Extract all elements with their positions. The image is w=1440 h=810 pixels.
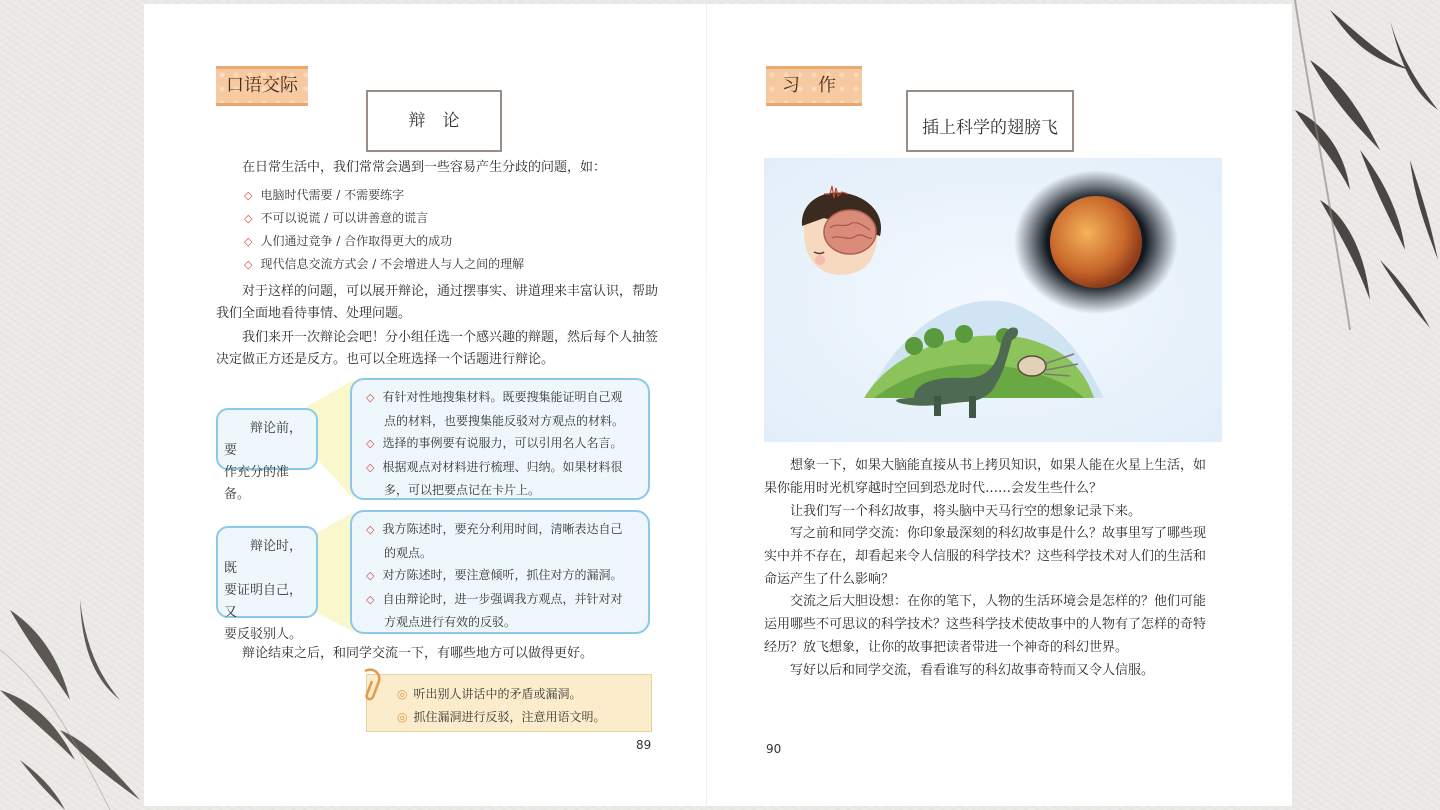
- writing-line-2: 果你能用时光机穿越时空回到恐龙时代……会发生些什么？: [764, 481, 1103, 496]
- tip-text: 的观点。: [384, 545, 433, 560]
- diamond-icon: ◇: [366, 523, 375, 536]
- paragraph-1-line-2: 我们全面地看待事情、处理问题。: [216, 306, 412, 321]
- tip-text: 点的材料，也要搜集能反驳对方观点的材料。: [384, 413, 625, 428]
- bamboo-decoration-top-right: [1290, 0, 1440, 330]
- bubble-text: 要证明自己，又: [224, 583, 303, 620]
- diamond-icon: ◇: [244, 258, 253, 271]
- bubble-during-debate: [216, 526, 318, 642]
- tip-text: 自由辩论时，进一步强调我方观点，并针对对: [382, 591, 623, 606]
- diamond-icon: ◇: [366, 437, 375, 450]
- topic-item: ◇ 现代信息交流方式会 / 不会增进人与人之间的理解: [244, 257, 525, 271]
- tip-text: 对方陈述时，要注意倾听，抓住对方的漏洞。: [382, 568, 623, 582]
- topic-item: ◇ 人们通过竞争 / 合作取得更大的成功: [244, 234, 453, 248]
- writing-line-9: 经历？放飞想象，让你的故事把读者带进一个神奇的科幻世界。: [764, 640, 1129, 655]
- tip-text: 选择的事例要有说服力，可以引用名人名言。: [382, 436, 623, 450]
- bubble-text: 辩论时，既: [224, 539, 303, 576]
- section-tag-oral: 口语交际: [216, 66, 308, 106]
- bubble-debate-tips: [350, 510, 650, 634]
- book-gutter: [706, 4, 707, 806]
- intro-text: 在日常生活中，我们常常会遇到一些容易产生分歧的问题，如：: [242, 160, 607, 175]
- scifi-illustration: [764, 158, 1222, 442]
- diamond-icon: ◇: [244, 189, 253, 202]
- page-title-debate: 辩 论: [366, 90, 502, 152]
- bubble-preparation-tips: [350, 378, 650, 500]
- mars-planet: [1050, 196, 1142, 288]
- tip-note-card: [366, 674, 652, 732]
- writing-line-7: 交流之后大胆设想：在你的笔下，人物的生活环境会是怎样的？他们可能: [790, 594, 1207, 609]
- bubble-before-debate: [216, 408, 318, 502]
- open-book: [144, 4, 1292, 806]
- page-title-science: 插上科学的翅膀飞: [906, 90, 1074, 152]
- diamond-icon: ◇: [366, 391, 375, 404]
- circle-bullet-icon: ◎: [397, 687, 408, 701]
- writing-line-1: 想象一下，如果大脑能直接从书上拷贝知识，如果人能在火星上生活，如: [790, 458, 1207, 473]
- diamond-icon: ◇: [244, 235, 253, 248]
- writing-line-8: 运用哪些不可思议的科学技术？这些科学技术使故事中的人物有了怎样的奇特: [764, 617, 1207, 632]
- bubble-text: 要反驳别人。: [224, 627, 303, 642]
- topic-item: ◇ 不可以说谎 / 可以讲善意的谎言: [244, 211, 429, 225]
- bubble-text: 作充分的准备。: [224, 465, 290, 502]
- bubble-text: 辩论前，要: [224, 421, 303, 458]
- writing-line-5: 实中并不存在，却看起来令人信服的科学技术？这些科学技术对人们的生活和: [764, 549, 1207, 564]
- topic-item: ◇ 电脑时代需要 / 不需要练字: [244, 188, 405, 202]
- diamond-icon: ◇: [366, 592, 375, 606]
- closing-text: 辩论结束之后，和同学交流一下，有哪些地方可以做得更好。: [242, 646, 594, 661]
- writing-line-3: 让我们写一个科幻故事，将头脑中天马行空的想象记录下来。: [790, 504, 1142, 519]
- bamboo-decoration-bottom-left: [0, 590, 150, 810]
- tip-text: 我方陈述时，要充分利用时间，清晰表达自己: [382, 522, 623, 536]
- page-number-left: 89: [636, 738, 652, 752]
- paragraph-2-line-1: 我们来开一次辩论会吧！分小组任选一个感兴趣的辩题，然后每个人抽签: [242, 330, 659, 345]
- diamond-icon: ◇: [244, 212, 253, 225]
- writing-line-4: 写之前和同学交流：你印象最深刻的科幻故事是什么？故事里写了哪些现: [790, 526, 1207, 541]
- circle-bullet-icon: ◎: [397, 710, 408, 724]
- tip-text: 方观点进行有效的反驳。: [384, 615, 517, 629]
- writing-line-6: 命运产生了什么影响？: [764, 572, 895, 587]
- tip-text: 多，可以把要点记在卡片上。: [384, 483, 541, 497]
- note-item: ◎ 听出别人讲话中的矛盾或漏洞。: [397, 687, 582, 701]
- page-number-right: 90: [766, 742, 782, 756]
- diamond-icon: ◇: [366, 569, 375, 582]
- note-item: ◎ 抓住漏洞进行反驳，注意用语文明。: [397, 710, 606, 724]
- section-tag-writing: 习 作: [766, 66, 862, 106]
- writing-line-10: 写好以后和同学交流，看看谁写的科幻故事奇特而又令人信服。: [790, 663, 1155, 678]
- paragraph-2-line-2: 决定做正方还是反方。也可以全班选择一个话题进行辩论。: [216, 352, 555, 367]
- diamond-icon: ◇: [366, 460, 375, 474]
- paragraph-1-line-1: 对于这样的问题，可以展开辩论，通过摆事实、讲道理来丰富认识，帮助: [242, 284, 659, 299]
- paperclip-icon: [359, 667, 387, 701]
- tip-text: 有针对性地搜集材料。既要搜集能证明自己观: [382, 390, 623, 404]
- tip-text: 根据观点对材料进行梳理、归纳。如果材料很: [382, 459, 623, 474]
